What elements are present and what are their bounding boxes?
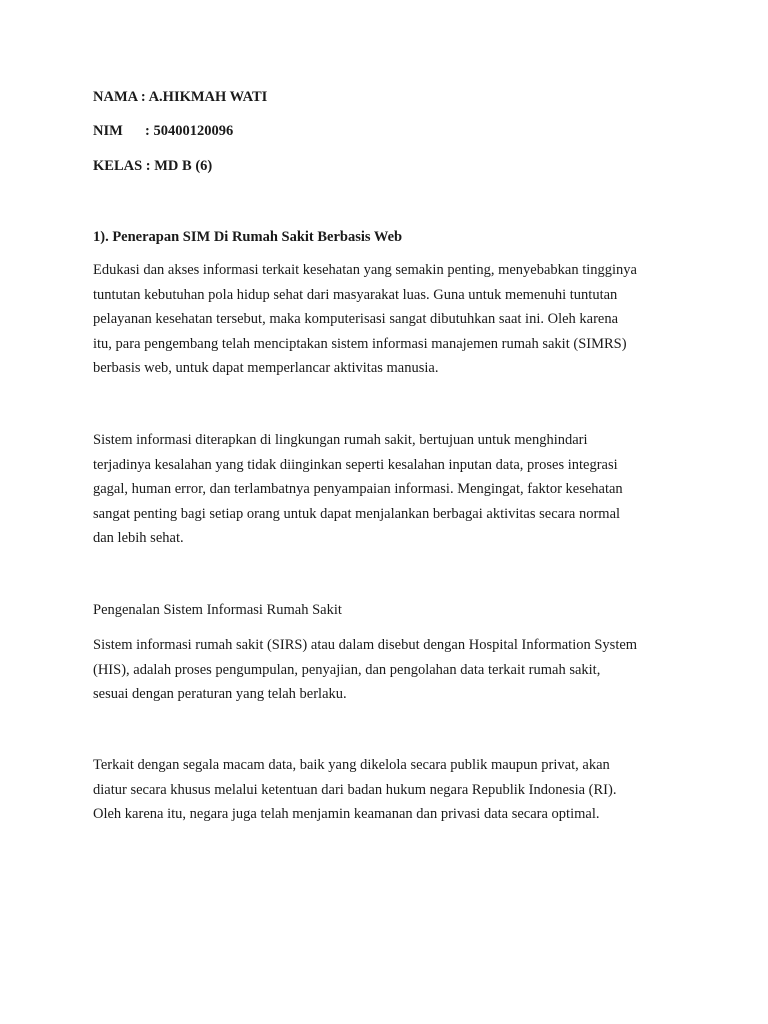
student-class: KELAS : MD B (6) <box>93 158 213 174</box>
paragraph-line: Oleh karena itu, negara juga telah menjamin keamanan dan privasi data secara optimal. <box>93 806 600 823</box>
paragraph-line: pelayanan kesehatan tersebut, maka komputerisasi sangat dibutuhkan saat ini. Oleh karena <box>93 311 619 328</box>
student-name: NAMA : A.HIKMAH WATI <box>93 89 268 105</box>
paragraph-line: terjadinya kesalahan yang tidak diinginkan seperti kesalahan inputan data, proses integrasi <box>93 456 618 473</box>
paragraph-line: tuntutan kebutuhan pola hidup sehat dari masyarakat luas. Guna untuk memenuhi tuntutan <box>93 286 618 303</box>
paragraph-line: Sistem informasi rumah sakit (SIRS) atau dalam disebut dengan Hospital Information System <box>93 637 638 653</box>
paragraph-line: dan lebih sehat. <box>93 530 184 547</box>
section-2-paragraph-1 <box>93 633 693 707</box>
paragraph-line: berbasis web, untuk dapat memperlancar aktivitas manusia. <box>93 360 439 377</box>
section-2-paragraph-2 <box>93 753 693 827</box>
section-1-paragraph-2 <box>93 428 693 551</box>
paragraph-line: diatur secara khusus melalui ketentuan dari badan hukum negara Republik Indonesia (RI). <box>93 781 617 798</box>
paragraph-line: Sistem informasi diterapkan di lingkungan rumah sakit, bertujuan untuk menghindari <box>93 432 588 448</box>
nim-label: NIM <box>93 123 123 139</box>
paragraph-line: itu, para pengembang telah menciptakan sistem informasi manajemen rumah sakit (SIMRS) <box>93 335 627 352</box>
paragraph-line: Terkait dengan segala macam data, baik yang dikelola secara publik maupun privat, akan <box>93 757 610 773</box>
paragraph-line: gagal, human error, dan terlambatnya penyampaian informasi. Mengingat, faktor kesehatan <box>93 481 623 498</box>
section-1-paragraph-1 <box>93 258 693 381</box>
paragraph-line: (HIS), adalah proses pengumpulan, penyajian, dan pengolahan data terkait rumah sakit, <box>93 661 601 678</box>
student-nim <box>93 122 693 140</box>
section-1-title: 1). Penerapan SIM Di Rumah Sakit Berbasis Web <box>93 229 403 245</box>
paragraph-line: sangat penting bagi setiap orang untuk dapat menjalankan berbagai aktivitas secara normal <box>93 505 621 522</box>
paragraph-line: sesuai dengan peraturan yang telah berlaku. <box>93 686 347 703</box>
section-2-title: Pengenalan Sistem Informasi Rumah Sakit <box>93 602 342 618</box>
nim-value: : 50400120096 <box>145 123 234 139</box>
paragraph-line: Edukasi dan akses informasi terkait kesehatan yang semakin penting, menyebabkan tingginya <box>93 262 637 278</box>
